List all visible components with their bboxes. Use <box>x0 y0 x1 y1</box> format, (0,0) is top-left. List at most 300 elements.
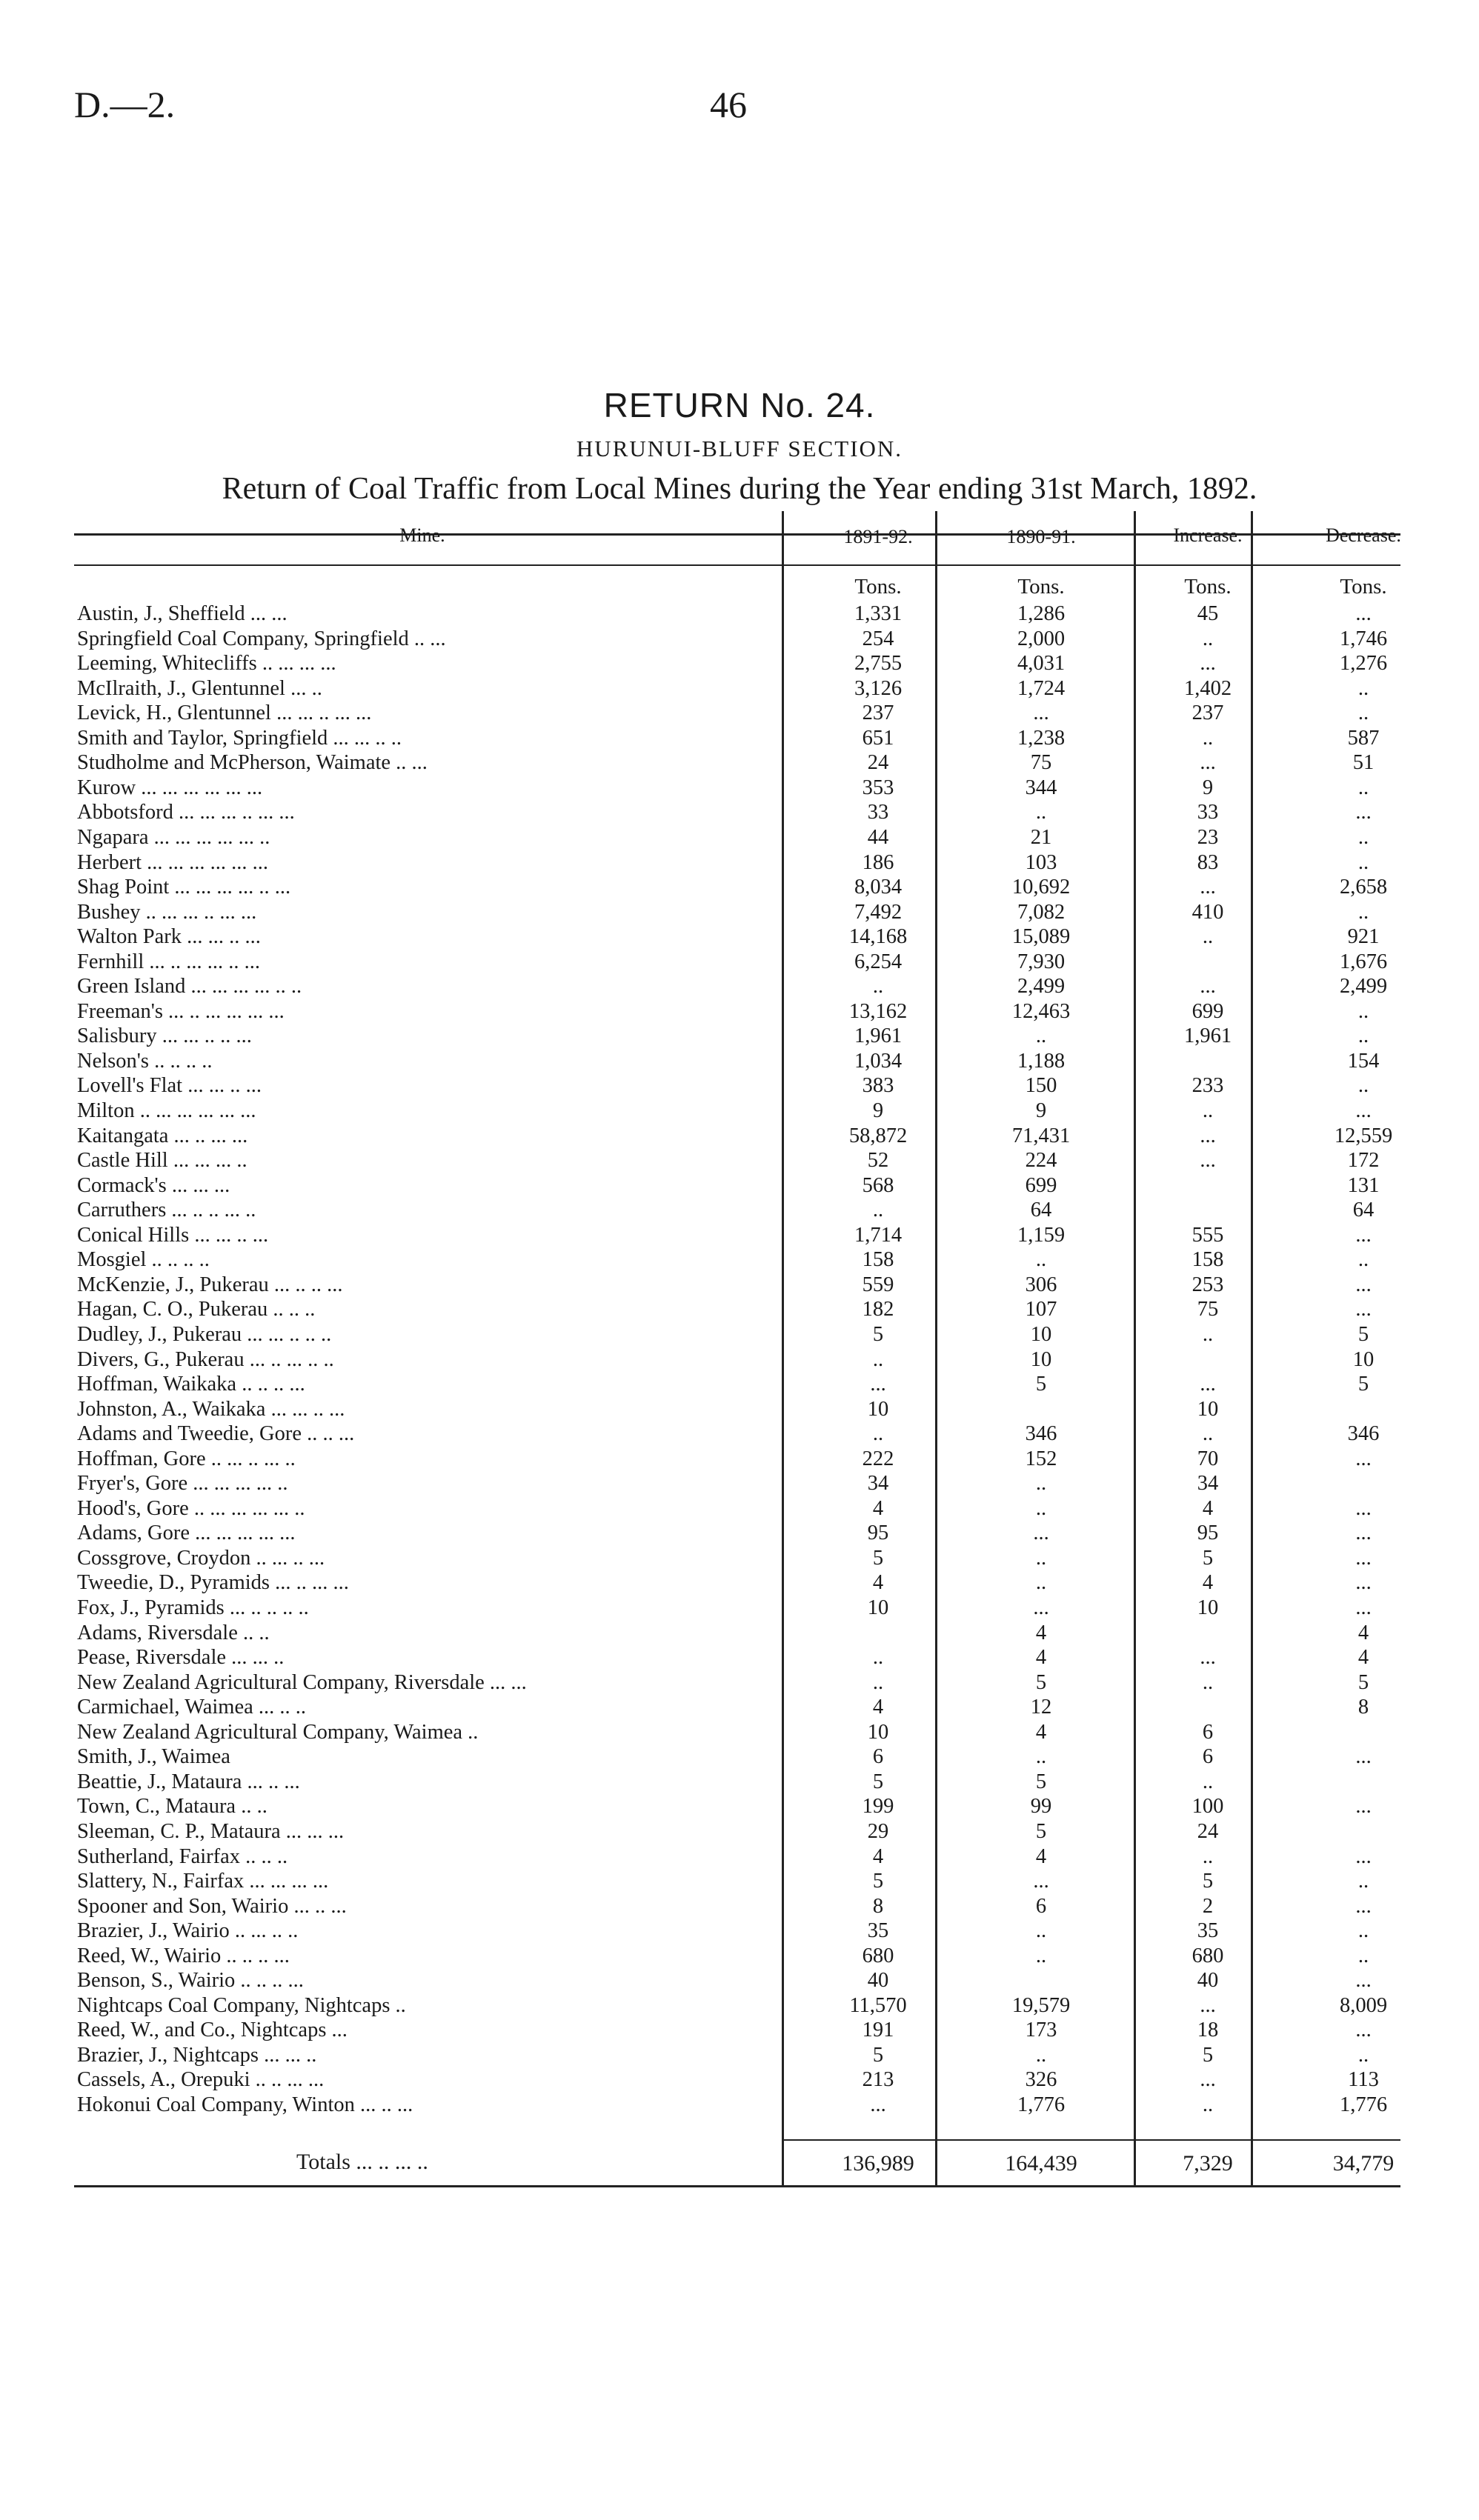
value-1891-92: .. <box>872 1670 884 1694</box>
mine-name: Springfield Coal Company, Springfield .. ... <box>77 627 446 650</box>
value-1890-91: .. <box>1035 1248 1047 1272</box>
value-decrease: 2,499 <box>1339 975 1388 999</box>
mine-name: Hoffman, Waikaka .. .. .. ... <box>77 1373 305 1396</box>
value-1890-91: 10,692 <box>1011 876 1071 899</box>
value-increase: .. <box>1202 627 1214 650</box>
value-decrease: 5 <box>1357 1670 1369 1694</box>
mine-name: Divers, G., Pukerau ... .. ... .. .. <box>77 1347 334 1371</box>
table-row <box>0 1944 1479 1968</box>
mine-name: Hagan, C. O., Pukerau .. .. .. <box>77 1298 316 1321</box>
table-row <box>0 875 1479 899</box>
value-increase: 1,402 <box>1183 676 1232 700</box>
table-row <box>0 1099 1479 1123</box>
value-increase: 158 <box>1191 1248 1224 1272</box>
value-decrease: 1,676 <box>1339 950 1388 973</box>
table-row <box>0 800 1479 824</box>
value-1891-92: 10 <box>867 1720 889 1744</box>
value-1890-91: 306 <box>1025 1273 1057 1296</box>
value-decrease: ... <box>1355 801 1372 824</box>
table-row <box>0 1322 1479 1347</box>
mine-name: Conical Hills ... ... .. ... <box>77 1223 269 1247</box>
value-1891-92: 353 <box>862 776 894 799</box>
value-increase: 70 <box>1197 1447 1219 1470</box>
value-1891-92: .. <box>872 975 884 999</box>
value-1891-92: 24 <box>867 751 889 775</box>
value-increase: 45 <box>1197 602 1219 625</box>
table-row <box>0 1273 1479 1297</box>
mine-name: Adams, Riversdale .. .. <box>77 1621 270 1644</box>
mine-name: Hokonui Coal Company, Winton ... .. ... <box>77 2093 413 2116</box>
value-decrease: 12,559 <box>1334 1124 1393 1147</box>
table-row <box>0 601 1479 626</box>
value-1891-92: 4 <box>872 1496 884 1520</box>
value-1891-92: 199 <box>862 1795 894 1819</box>
value-1891-92: 35 <box>867 1919 889 1943</box>
table-row <box>0 1223 1479 1247</box>
unit-label: Tons. <box>1340 575 1387 599</box>
table-row <box>0 1968 1479 1993</box>
value-increase: 34 <box>1197 1472 1219 1496</box>
table-row <box>0 1073 1479 1098</box>
table-row <box>0 1124 1479 1148</box>
table-row <box>0 1148 1479 1173</box>
value-decrease: .. <box>1357 776 1369 799</box>
unit-label: Tons. <box>1184 575 1232 599</box>
value-increase: ... <box>1200 1373 1216 1396</box>
value-1890-91: 10 <box>1030 1322 1052 1346</box>
table-row <box>0 750 1479 775</box>
mine-name: Brazier, J., Nightcaps ... ... .. <box>77 2043 317 2067</box>
table-row <box>0 1372 1479 1396</box>
value-1890-91: .. <box>1035 1546 1047 1570</box>
value-1891-92: 40 <box>867 1969 889 1993</box>
mine-name: Reed, W., and Co., Nightcaps ... <box>77 2019 348 2042</box>
value-decrease: .. <box>1357 2043 1369 2067</box>
mine-name: Cossgrove, Croydon .. ... .. ... <box>77 1546 325 1570</box>
value-1890-91: 6 <box>1035 1894 1047 1918</box>
value-decrease: 1,776 <box>1339 2093 1388 2116</box>
value-1890-91: 150 <box>1025 1074 1057 1098</box>
mine-name: Beattie, J., Mataura ... .. ... <box>77 1770 300 1793</box>
value-decrease: ... <box>1355 1447 1372 1470</box>
value-1890-91: 19,579 <box>1011 1993 1071 2017</box>
value-decrease: 4 <box>1357 1621 1369 1644</box>
value-increase: ... <box>1200 1646 1216 1670</box>
mine-name: Cassels, A., Orepuki .. .. ... ... <box>77 2068 325 2092</box>
mine-name: McKenzie, J., Pukerau ... .. .. ... <box>77 1273 343 1296</box>
table-row <box>0 1397 1479 1421</box>
value-increase: ... <box>1200 975 1216 999</box>
value-1891-92: 3,126 <box>854 676 903 700</box>
value-1891-92: 11,570 <box>849 1993 907 2017</box>
value-1891-92: 7,492 <box>854 900 903 924</box>
value-1891-92: 4 <box>872 1844 884 1868</box>
mine-name: Ngapara ... ... ... ... ... .. <box>77 825 270 849</box>
value-decrease: .. <box>1357 1944 1369 1967</box>
value-1891-92: .. <box>872 1422 884 1446</box>
table-row <box>0 1770 1479 1794</box>
table-row <box>0 924 1479 949</box>
mine-name: New Zealand Agricultural Company, Waimea .. <box>77 1720 479 1744</box>
return-subtitle: Return of Coal Traffic from Local Mines during the Year ending 31st March, 1892. <box>222 472 1257 506</box>
value-1891-92: 383 <box>862 1074 894 1098</box>
value-1891-92: 8,034 <box>854 876 903 899</box>
table-row <box>0 1471 1479 1496</box>
value-1890-91: 1,286 <box>1017 602 1066 625</box>
value-decrease: .. <box>1357 1919 1369 1943</box>
table-row <box>0 1645 1479 1670</box>
value-1891-92: 44 <box>867 825 889 849</box>
value-increase: ... <box>1200 1124 1216 1147</box>
value-increase: 5 <box>1202 1546 1214 1570</box>
value-1891-92: 8 <box>872 1894 884 1918</box>
value-1891-92: 58,872 <box>848 1124 908 1147</box>
return-title: RETURN No. 24. <box>603 386 876 424</box>
value-1891-92: 29 <box>867 1819 889 1843</box>
value-increase: 4 <box>1202 1571 1214 1595</box>
mine-name: Smith, J., Waimea <box>77 1745 230 1769</box>
value-decrease: ... <box>1355 1223 1372 1247</box>
mine-name: Slattery, N., Fairfax ... ... ... ... <box>77 1870 329 1893</box>
mine-name: Bushey .. ... ... .. ... ... <box>77 900 257 924</box>
value-decrease: 154 <box>1347 1049 1380 1073</box>
value-decrease: ... <box>1355 1273 1372 1296</box>
value-1891-92: 568 <box>862 1173 894 1197</box>
value-1890-91: 5 <box>1035 1770 1047 1793</box>
value-decrease: 172 <box>1347 1149 1380 1173</box>
value-1890-91: 2,499 <box>1017 975 1066 999</box>
value-increase: 75 <box>1197 1298 1219 1321</box>
value-1891-92: 1,961 <box>854 1024 903 1048</box>
value-decrease: 921 <box>1347 925 1380 949</box>
table-row <box>0 1819 1479 1844</box>
value-1891-92: .. <box>872 1347 884 1371</box>
table-row <box>0 676 1479 701</box>
value-1890-91: ... <box>1033 1870 1049 1893</box>
unit-label: Tons. <box>854 575 902 599</box>
value-1891-92: .. <box>872 1646 884 1670</box>
mine-name: Freeman's ... .. ... ... ... ... <box>77 999 285 1023</box>
table-row <box>0 1024 1479 1048</box>
mine-name: Herbert ... ... ... ... ... ... <box>77 850 269 874</box>
table-row <box>0 825 1479 850</box>
value-increase: 83 <box>1197 850 1219 874</box>
value-1890-91: 2,000 <box>1017 627 1066 650</box>
mine-name: Sleeman, C. P., Mataura ... ... ... <box>77 1819 345 1843</box>
value-increase: 5 <box>1202 2043 1214 2067</box>
value-1890-91: .. <box>1035 1472 1047 1496</box>
value-1890-91: ... <box>1033 701 1049 725</box>
value-decrease: .. <box>1357 1074 1369 1098</box>
value-decrease: .. <box>1357 1024 1369 1048</box>
mine-name: Dudley, J., Pukerau ... ... .. .. .. <box>77 1322 332 1346</box>
mine-name: Brazier, J., Wairio .. ... .. .. <box>77 1919 299 1943</box>
mine-name: Kaitangata ... .. ... ... <box>77 1124 248 1147</box>
page-number: 46 <box>710 84 747 125</box>
value-increase: 233 <box>1191 1074 1224 1098</box>
table-row <box>0 2093 1479 2117</box>
value-increase: 680 <box>1191 1944 1224 1967</box>
table-row <box>0 1794 1479 1819</box>
value-1890-91: 344 <box>1025 776 1057 799</box>
value-1890-91: ... <box>1033 1596 1049 1619</box>
table-row <box>0 1919 1479 1943</box>
mine-name: Lovell's Flat ... ... .. ... <box>77 1074 262 1098</box>
value-1890-91: 75 <box>1030 751 1052 775</box>
value-increase: 33 <box>1197 801 1219 824</box>
value-1890-91: 107 <box>1025 1298 1057 1321</box>
value-1890-91: 71,431 <box>1011 1124 1071 1147</box>
table-row <box>0 1596 1479 1620</box>
value-1890-91: 64 <box>1030 1199 1052 1222</box>
value-1890-91: 15,089 <box>1011 925 1071 949</box>
value-1891-92: 4 <box>872 1696 884 1719</box>
value-1890-91: 346 <box>1025 1422 1057 1446</box>
table-row <box>0 1173 1479 1198</box>
value-decrease: ... <box>1355 2019 1372 2042</box>
mine-name: Nelson's .. .. .. .. <box>77 1049 213 1073</box>
value-1890-91: 4 <box>1035 1621 1047 1644</box>
mine-name: Hoffman, Gore .. ... .. ... .. <box>77 1447 296 1470</box>
value-decrease: 4 <box>1357 1646 1369 1670</box>
table-row <box>0 1621 1479 1645</box>
value-increase: ... <box>1200 2068 1216 2092</box>
value-decrease: ... <box>1355 1969 1372 1993</box>
value-increase: 555 <box>1191 1223 1224 1247</box>
table-row <box>0 701 1479 725</box>
value-increase: .. <box>1202 2093 1214 2116</box>
value-increase: ... <box>1200 1149 1216 1173</box>
value-1890-91: .. <box>1035 1024 1047 1048</box>
table-row <box>0 900 1479 924</box>
value-1890-91: ... <box>1033 1521 1049 1545</box>
value-decrease: .. <box>1357 676 1369 700</box>
value-1891-92: 9 <box>872 1099 884 1122</box>
value-1890-91: 224 <box>1025 1149 1057 1173</box>
value-decrease: 113 <box>1348 2068 1379 2092</box>
value-increase: .. <box>1202 1844 1214 1868</box>
value-1891-92: 4 <box>872 1571 884 1595</box>
value-decrease: 51 <box>1352 751 1375 775</box>
table-row <box>0 1744 1479 1769</box>
mine-name: Tweedie, D., Pyramids ... .. ... ... <box>77 1571 349 1595</box>
mine-name: Castle Hill ... ... ... .. <box>77 1149 247 1173</box>
totals-decrease: 34,779 <box>1332 2151 1395 2176</box>
mine-name: Sutherland, Fairfax .. .. .. <box>77 1844 288 1868</box>
mine-name: Levick, H., Glentunnel ... ... .. ... ... <box>77 701 372 725</box>
mine-name: Green Island ... ... ... ... .. .. <box>77 975 302 999</box>
value-1891-92: 237 <box>862 701 894 725</box>
table-row <box>0 1198 1479 1222</box>
table-row <box>0 1297 1479 1321</box>
mine-name: Spooner and Son, Wairio ... .. ... <box>77 1894 347 1918</box>
value-increase: 6 <box>1202 1720 1214 1744</box>
mine-name: Fernhill ... .. ... ... .. ... <box>77 950 260 973</box>
value-1891-92: 14,168 <box>848 925 908 949</box>
table-row <box>0 1869 1479 1893</box>
value-1890-91: .. <box>1035 801 1047 824</box>
table-row <box>0 1521 1479 1545</box>
mine-name: Carruthers ... .. .. ... .. <box>77 1199 256 1222</box>
value-increase: 40 <box>1197 1969 1219 1993</box>
table-row <box>0 1720 1479 1744</box>
value-1890-91: 1,238 <box>1017 726 1066 750</box>
mine-name: Carmichael, Waimea ... .. .. <box>77 1696 306 1719</box>
value-increase: 10 <box>1197 1397 1219 1421</box>
value-1891-92: 5 <box>872 1770 884 1793</box>
value-increase: .. <box>1202 1670 1214 1694</box>
value-1890-91: 173 <box>1025 2019 1057 2042</box>
value-decrease: ... <box>1355 1844 1372 1868</box>
value-1891-92: 222 <box>862 1447 894 1470</box>
mine-name: Adams, Gore ... ... ... ... ... <box>77 1521 296 1545</box>
table-row <box>0 850 1479 875</box>
value-increase: ... <box>1200 652 1216 676</box>
value-increase: .. <box>1202 1322 1214 1346</box>
value-increase: 10 <box>1197 1596 1219 1619</box>
mine-name: McIlraith, J., Glentunnel ... .. <box>77 676 322 700</box>
value-1890-91: 7,930 <box>1017 950 1066 973</box>
table-row <box>0 1447 1479 1471</box>
column-header-1891-92: 1891-92. <box>843 526 913 547</box>
value-1891-92: 680 <box>862 1944 894 1967</box>
value-decrease: .. <box>1357 701 1369 725</box>
value-decrease: ... <box>1355 1894 1372 1918</box>
value-1890-91: 326 <box>1025 2068 1057 2092</box>
table-row <box>0 776 1479 800</box>
table-row <box>0 1670 1479 1695</box>
table-row <box>0 1049 1479 1073</box>
value-1890-91: 10 <box>1030 1347 1052 1371</box>
value-1890-91: 1,724 <box>1017 676 1066 700</box>
value-1890-91: 7,082 <box>1017 900 1066 924</box>
value-increase: 23 <box>1197 825 1219 849</box>
value-1890-91: 1,159 <box>1017 1223 1066 1247</box>
value-increase: 24 <box>1197 1819 1219 1843</box>
value-decrease: .. <box>1357 900 1369 924</box>
value-1891-92: 1,034 <box>854 1049 903 1073</box>
value-decrease: .. <box>1357 1248 1369 1272</box>
mine-name: Hood's, Gore .. ... ... ... ... .. <box>77 1496 305 1520</box>
value-decrease: ... <box>1355 1571 1372 1595</box>
totals-increase: 7,329 <box>1183 2151 1233 2176</box>
value-decrease: 2,658 <box>1339 876 1388 899</box>
mine-name: Benson, S., Wairio .. .. .. ... <box>77 1969 304 1993</box>
value-decrease: ... <box>1355 1546 1372 1570</box>
value-increase: ... <box>1200 751 1216 775</box>
table-row <box>0 2043 1479 2067</box>
value-decrease: 10 <box>1352 1347 1375 1371</box>
mine-name: Cormack's ... ... ... <box>77 1173 230 1197</box>
mine-name: Austin, J., Sheffield ... ... <box>77 602 288 625</box>
value-1891-92: 213 <box>862 2068 894 2092</box>
value-decrease: 64 <box>1352 1199 1375 1222</box>
mine-name: Kurow ... ... ... ... ... ... <box>77 776 263 799</box>
value-1890-91: 9 <box>1035 1099 1047 1122</box>
value-1891-92: 559 <box>862 1273 894 1296</box>
value-decrease: 8 <box>1357 1696 1369 1719</box>
value-increase: 5 <box>1202 1870 1214 1893</box>
value-1890-91: 4 <box>1035 1844 1047 1868</box>
mine-name: Leeming, Whitecliffs .. ... ... ... <box>77 652 336 676</box>
value-1891-92: 5 <box>872 1870 884 1893</box>
value-1891-92: 6 <box>872 1745 884 1769</box>
value-1891-92: 5 <box>872 1322 884 1346</box>
table-row <box>0 2067 1479 2092</box>
table-row <box>0 1844 1479 1869</box>
value-1890-91: .. <box>1035 1919 1047 1943</box>
mine-name: Salisbury ... ... .. .. ... <box>77 1024 252 1048</box>
value-1890-91: 699 <box>1025 1173 1057 1197</box>
value-increase: 237 <box>1191 701 1224 725</box>
value-increase: 100 <box>1191 1795 1224 1819</box>
totals-top-rule <box>782 2139 1400 2141</box>
value-1890-91: 12 <box>1030 1696 1052 1719</box>
value-1890-91: .. <box>1035 1496 1047 1520</box>
value-increase: 1,961 <box>1183 1024 1232 1048</box>
value-1890-91: 99 <box>1030 1795 1052 1819</box>
value-1891-92: 182 <box>862 1298 894 1321</box>
value-decrease: ... <box>1355 1745 1372 1769</box>
value-decrease: 1,276 <box>1339 652 1388 676</box>
value-1891-92: ... <box>870 2093 886 2116</box>
table-row <box>0 1894 1479 1919</box>
value-increase: .. <box>1202 1422 1214 1446</box>
mine-name: Pease, Riversdale ... ... .. <box>77 1646 285 1670</box>
value-1890-91: 4 <box>1035 1720 1047 1744</box>
value-1891-92: 5 <box>872 1546 884 1570</box>
value-1891-92: 5 <box>872 2043 884 2067</box>
table-row <box>0 2018 1479 2042</box>
value-increase: .. <box>1202 925 1214 949</box>
table-row <box>0 950 1479 974</box>
mine-name: Smith and Taylor, Springfield ... ... .. .. <box>77 726 402 750</box>
table-row <box>0 1496 1479 1521</box>
value-increase: ... <box>1200 876 1216 899</box>
mine-name: Shag Point ... ... ... ... .. ... <box>77 876 291 899</box>
totals-1891-92: 136,989 <box>842 2151 914 2176</box>
value-1891-92: 34 <box>867 1472 889 1496</box>
mine-name: New Zealand Agricultural Company, Riversdale ... ... <box>77 1670 527 1694</box>
value-decrease: .. <box>1357 999 1369 1023</box>
value-1891-92: 52 <box>867 1149 889 1173</box>
value-decrease: .. <box>1357 1870 1369 1893</box>
mine-name: Fox, J., Pyramids ... .. .. .. .. <box>77 1596 309 1619</box>
table-header-rule <box>74 564 1400 566</box>
value-1890-91: 21 <box>1030 825 1052 849</box>
unit-label: Tons. <box>1017 575 1065 599</box>
value-1890-91: 103 <box>1025 850 1057 874</box>
table-row <box>0 1247 1479 1272</box>
value-increase: ... <box>1200 1993 1216 2017</box>
value-increase: 4 <box>1202 1496 1214 1520</box>
value-1891-92: 33 <box>867 801 889 824</box>
value-1890-91: 1,188 <box>1017 1049 1066 1073</box>
value-1890-91: 4,031 <box>1017 652 1066 676</box>
value-increase: 95 <box>1197 1521 1219 1545</box>
mine-name: Adams and Tweedie, Gore .. .. ... <box>77 1422 355 1446</box>
mine-name: Mosgiel .. .. .. .. <box>77 1248 210 1272</box>
mine-name: Walton Park ... ... .. ... <box>77 925 261 949</box>
table-row <box>0 1993 1479 2018</box>
table-bottom-rule <box>74 2185 1400 2187</box>
value-decrease: .. <box>1357 850 1369 874</box>
value-1890-91: .. <box>1035 1745 1047 1769</box>
table-row <box>0 999 1479 1024</box>
value-decrease: 8,009 <box>1339 1993 1388 2017</box>
value-1891-92: 254 <box>862 627 894 650</box>
mine-name: Fryer's, Gore ... ... ... ... .. <box>77 1472 288 1496</box>
